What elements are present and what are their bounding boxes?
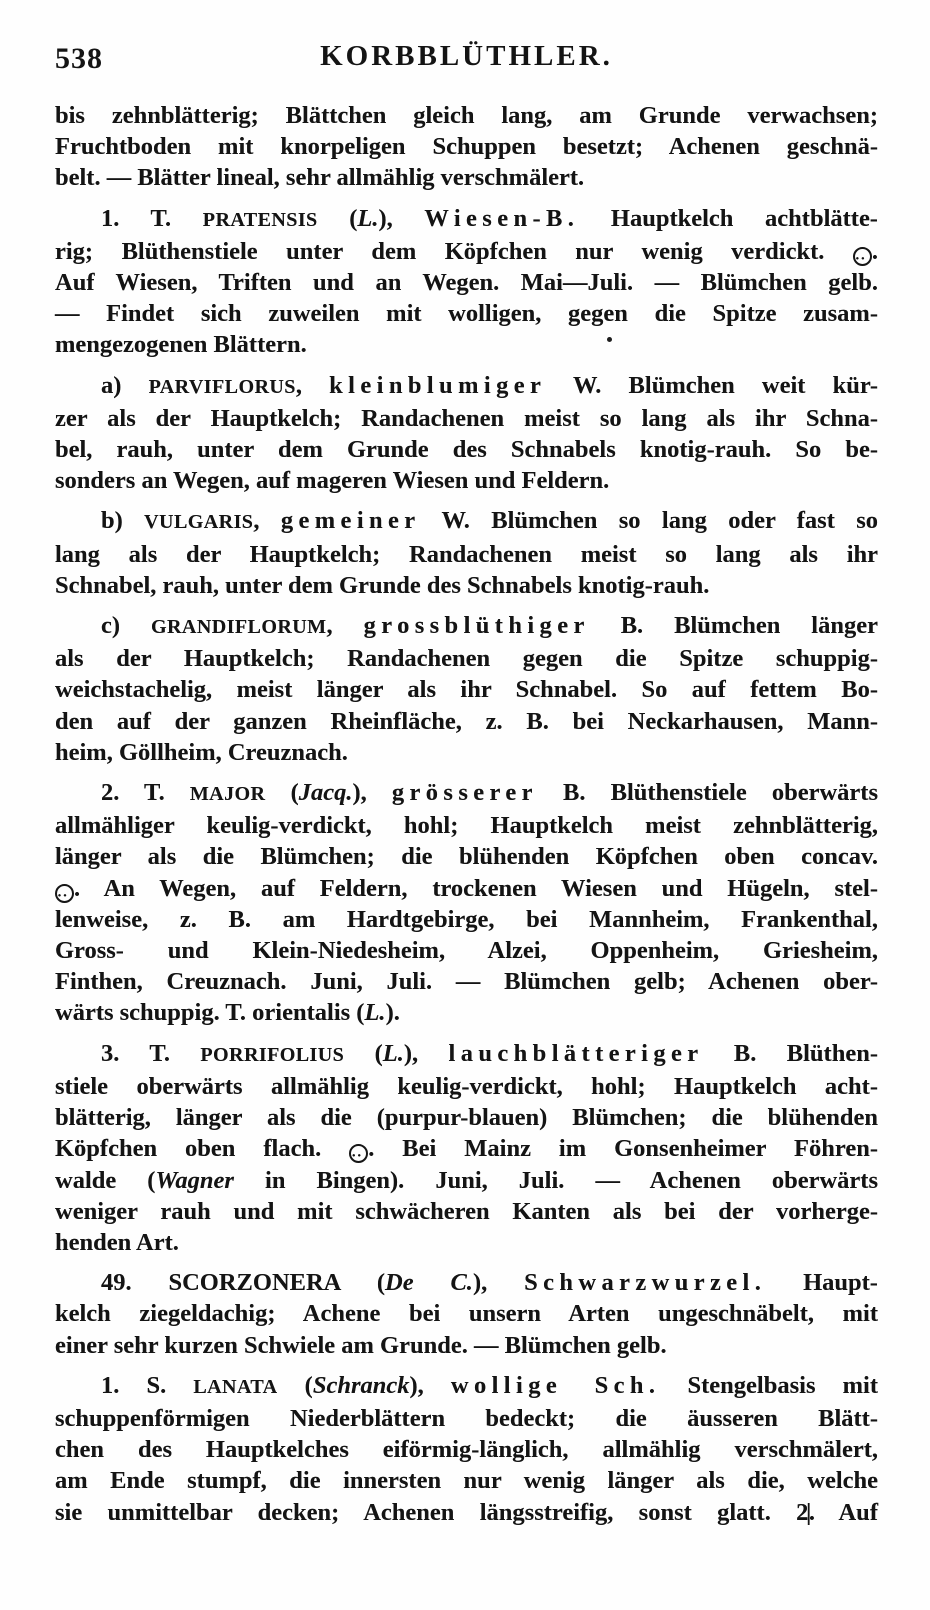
text-run: den auf der ganzen Rheinfläche, z. B. bei Neckarhausen, Mann- xyxy=(55,707,878,735)
text-run: . An Wegen, auf Feldern, trockenen Wiesen und Hügeln, stel- xyxy=(74,874,878,902)
text-run: stiele oberwärts allmählig keulig-verdickt, hohl; Hauptkelch acht- xyxy=(55,1072,878,1100)
text-line xyxy=(55,1102,878,1133)
text-line xyxy=(55,570,878,601)
paragraph-variety-b-vulgaris xyxy=(55,496,878,601)
text-run: wollige Sch. xyxy=(450,1371,661,1399)
text-run: Köpfchen oben flach. xyxy=(55,1135,350,1163)
text-run: zer als der Hauptkelch; Randachenen meist so lang als ihr Schna- xyxy=(55,404,878,432)
text-run: ( xyxy=(277,1371,313,1399)
text-line xyxy=(55,873,878,904)
text-line xyxy=(55,1403,878,1434)
text-run: W. Blümchen weit kür- xyxy=(546,371,878,399)
text-run: a) xyxy=(101,371,149,399)
paragraph-species-1-lanata xyxy=(55,1361,878,1528)
text-line xyxy=(55,1298,878,1329)
text-run: ( xyxy=(265,779,299,807)
page-header xyxy=(55,40,878,76)
paragraph-species-2-major xyxy=(55,768,878,1029)
text-run: länger als die Blümchen; die blühenden Köpfchen oben concav. xyxy=(55,843,878,871)
text-run: kleinblumiger xyxy=(329,371,547,399)
text-line xyxy=(55,674,878,705)
text-run: ), xyxy=(472,1269,525,1297)
text-run: B. Blüthenstiele oberwärts xyxy=(537,779,878,807)
text-line xyxy=(55,1434,878,1465)
text-line xyxy=(55,298,878,329)
text-run: rig; Blüthenstiele unter dem Köpfchen nur wenig verdickt. xyxy=(55,237,853,265)
text-run: — Findet sich zuweilen mit wolligen, gegen die Spitze zusam- xyxy=(55,300,878,328)
text-run: B. Blümchen länger xyxy=(589,612,878,640)
text-line xyxy=(55,1465,878,1496)
text-run: allmähliger keulig-verdickt, hohl; Hauptkelch meist zehnblätterig, xyxy=(55,812,878,840)
text-run: Finthen, Creuznach. Juni, Juli. — Blümchen gelb; Achenen ober- xyxy=(55,968,878,996)
text-run: weniger rauh und mit schwächeren Kanten als bei der vorherge- xyxy=(55,1197,878,1225)
text-run: heim, Göllheim, Creuznach. xyxy=(55,738,348,766)
text-run: LANATA xyxy=(193,1375,278,1398)
text-run: . xyxy=(871,237,878,265)
text-line xyxy=(55,236,878,267)
text-run: grösserer xyxy=(391,779,538,807)
text-run: schuppenförmigen Niederblättern bedeckt; die äusseren Blätt- xyxy=(55,1404,878,1432)
text-run: GRANDIFLORUM xyxy=(151,616,327,639)
text-run: am Ende stumpf, die innersten nur wenig länger als die, welche xyxy=(55,1467,878,1495)
text-run: walde ( xyxy=(55,1166,156,1194)
text-run: 1. S. xyxy=(101,1371,194,1399)
page-number: 538 xyxy=(55,42,103,75)
text-run: Auf Wiesen, Triften und an Wegen. Mai—Juli. — Blümchen gelb. xyxy=(55,269,878,297)
text-run: De C. xyxy=(385,1269,473,1297)
text-line xyxy=(55,1196,878,1227)
text-run: ), xyxy=(409,1371,451,1399)
text-line xyxy=(55,505,878,538)
text-run: Wagner xyxy=(155,1166,234,1194)
text-line xyxy=(55,935,878,966)
text-run: L. xyxy=(382,1039,404,1067)
text-line xyxy=(55,997,878,1028)
perennial-symbol: 2|. xyxy=(796,1498,813,1526)
biennial-symbol-dots: ·· xyxy=(854,250,866,267)
text-line xyxy=(55,131,878,162)
running-title: KORBBLÜTHLER. xyxy=(320,40,613,72)
text-line xyxy=(55,1133,878,1164)
text-run: mengezogenen Blättern. xyxy=(55,331,307,359)
text-run: 1. T. xyxy=(101,204,203,232)
paragraph-species-1-pratensis xyxy=(55,194,878,361)
text-line xyxy=(55,465,878,496)
text-line xyxy=(55,904,878,935)
text-run: lenweise, z. B. am Hardtgebirge, bei Mannheim, Frankenthal, xyxy=(55,905,878,933)
page-text xyxy=(55,100,878,1528)
text-run: PRATENSIS xyxy=(202,208,318,231)
text-run: MAJOR xyxy=(189,783,266,806)
text-line xyxy=(55,1330,878,1361)
text-run: gemeiner xyxy=(280,507,421,535)
text-line xyxy=(55,1038,878,1071)
text-run: wärts schuppig. T. orientalis ( xyxy=(55,999,365,1027)
text-line xyxy=(55,267,878,298)
text-run: ( xyxy=(344,1039,383,1067)
text-run: weichstachelig, meist länger als ihr Schnabel. So auf fettem Bo- xyxy=(55,676,878,704)
text-line xyxy=(55,610,878,643)
text-run: B. Blüthen- xyxy=(703,1039,878,1067)
text-run: Jacq. xyxy=(298,779,353,807)
text-run: L. xyxy=(357,204,379,232)
text-run: henden Art. xyxy=(55,1228,179,1256)
text-run: , xyxy=(253,507,281,535)
text-line xyxy=(55,966,878,997)
paragraph-species-3-porrifolius xyxy=(55,1029,878,1258)
text-line xyxy=(55,403,878,434)
text-run: belt. — Blätter lineal, sehr allmählig verschmälert. xyxy=(55,164,585,192)
text-run: ). xyxy=(385,999,400,1027)
text-run: Gross- und Klein-Niedesheim, Alzei, Oppenheim, Griesheim, xyxy=(55,937,878,965)
biennial-symbol-dots: ·· xyxy=(351,1148,363,1165)
text-line xyxy=(55,203,878,236)
text-run: L. xyxy=(364,999,386,1027)
text-run: W. Blümchen so lang oder fast so xyxy=(420,507,879,535)
text-line xyxy=(55,706,878,737)
text-line xyxy=(55,539,878,570)
text-line xyxy=(55,370,878,403)
text-run: Auf xyxy=(814,1498,878,1526)
text-run: bis zehnblätterig; Blättchen gleich lang, am Grunde verwachsen; xyxy=(55,102,878,129)
text-line xyxy=(55,737,878,768)
biennial-symbol xyxy=(853,247,872,266)
text-run: chen des Hauptkelches eiförmig-länglich, allmählig verschmälert, xyxy=(55,1436,878,1464)
paragraph-genus-49-scorzonera xyxy=(55,1258,878,1361)
text-line xyxy=(55,329,878,360)
text-run: ( xyxy=(317,204,358,232)
text-line xyxy=(55,100,878,131)
text-line xyxy=(55,1165,878,1196)
text-run: einer sehr kurzen Schwiele am Grunde. — Blümchen gelb. xyxy=(55,1331,667,1359)
biennial-symbol xyxy=(349,1144,368,1163)
text-run: VULGARIS xyxy=(144,511,254,534)
text-run: blätterig, länger als die (purpur-blauen) Blümchen; die blühenden xyxy=(55,1104,878,1132)
text-line xyxy=(55,841,878,872)
text-run: c) xyxy=(101,612,152,640)
text-run: 2. T. xyxy=(101,779,190,807)
text-line xyxy=(55,810,878,841)
text-line xyxy=(55,1370,878,1403)
text-line xyxy=(55,1071,878,1102)
text-run: Haupt- xyxy=(766,1269,878,1297)
text-run: als der Hauptkelch; Randachenen gegen die Spitze schuppig- xyxy=(55,645,878,673)
text-run: b) xyxy=(101,507,145,535)
biennial-symbol-dots: ·· xyxy=(57,887,69,904)
paragraph-variety-c-grandiflorum xyxy=(55,601,878,768)
text-run: Hauptkelch achtblätte- xyxy=(579,204,878,232)
text-run: sie unmittelbar decken; Achenen längsstreifig, sonst glatt. xyxy=(55,1498,797,1526)
text-run: Schnabel, rauh, unter dem Grunde des Schnabels knotig-rauh. xyxy=(55,571,710,599)
text-line xyxy=(55,777,878,810)
paragraph-variety-a-parviflorus xyxy=(55,361,878,497)
text-run: lauchblätteriger xyxy=(448,1039,704,1067)
text-run: , xyxy=(295,371,330,399)
paragraph-intro xyxy=(55,100,878,194)
text-run: , xyxy=(326,612,364,640)
text-line xyxy=(55,1227,878,1258)
text-run: ), xyxy=(352,779,392,807)
text-run: 3. T. xyxy=(101,1039,201,1067)
text-run: grossblüthiger xyxy=(363,612,590,640)
text-run: Wiesen-B. xyxy=(424,204,580,232)
text-run: PARVIFLORUS xyxy=(148,375,296,398)
text-line xyxy=(55,643,878,674)
text-run: 49. SCORZONERA ( xyxy=(101,1269,386,1297)
text-run: bel, rauh, unter dem Grunde des Schnabels knotig-rauh. So be- xyxy=(55,436,878,464)
text-run: ), xyxy=(403,1039,449,1067)
ink-speck-artifact xyxy=(607,337,612,342)
biennial-symbol xyxy=(55,884,74,903)
text-line xyxy=(55,434,878,465)
text-run: Schranck xyxy=(312,1371,410,1399)
text-line xyxy=(55,1267,878,1298)
text-line xyxy=(55,1497,878,1528)
text-run: Stengelbasis mit xyxy=(660,1371,878,1399)
text-run: . Bei Mainz im Gonsenheimer Föhren- xyxy=(368,1135,878,1163)
text-run: PORRIFOLIUS xyxy=(200,1043,345,1066)
text-run: ), xyxy=(378,204,425,232)
text-run: kelch ziegeldachig; Achene bei unsern Arten ungeschnäbelt, mit xyxy=(55,1300,878,1328)
text-line xyxy=(55,162,878,193)
text-run: Fruchtboden mit knorpeligen Schuppen besetzt; Achenen geschnä- xyxy=(55,133,878,161)
text-run: Schwarzwurzel. xyxy=(524,1269,767,1297)
text-run: sonders an Wegen, auf mageren Wiesen und Feldern. xyxy=(55,467,610,495)
text-run: lang als der Hauptkelch; Randachenen meist so lang als ihr xyxy=(55,540,878,568)
text-run: in Bingen). Juni, Juli. — Achenen oberwärts xyxy=(233,1166,878,1194)
